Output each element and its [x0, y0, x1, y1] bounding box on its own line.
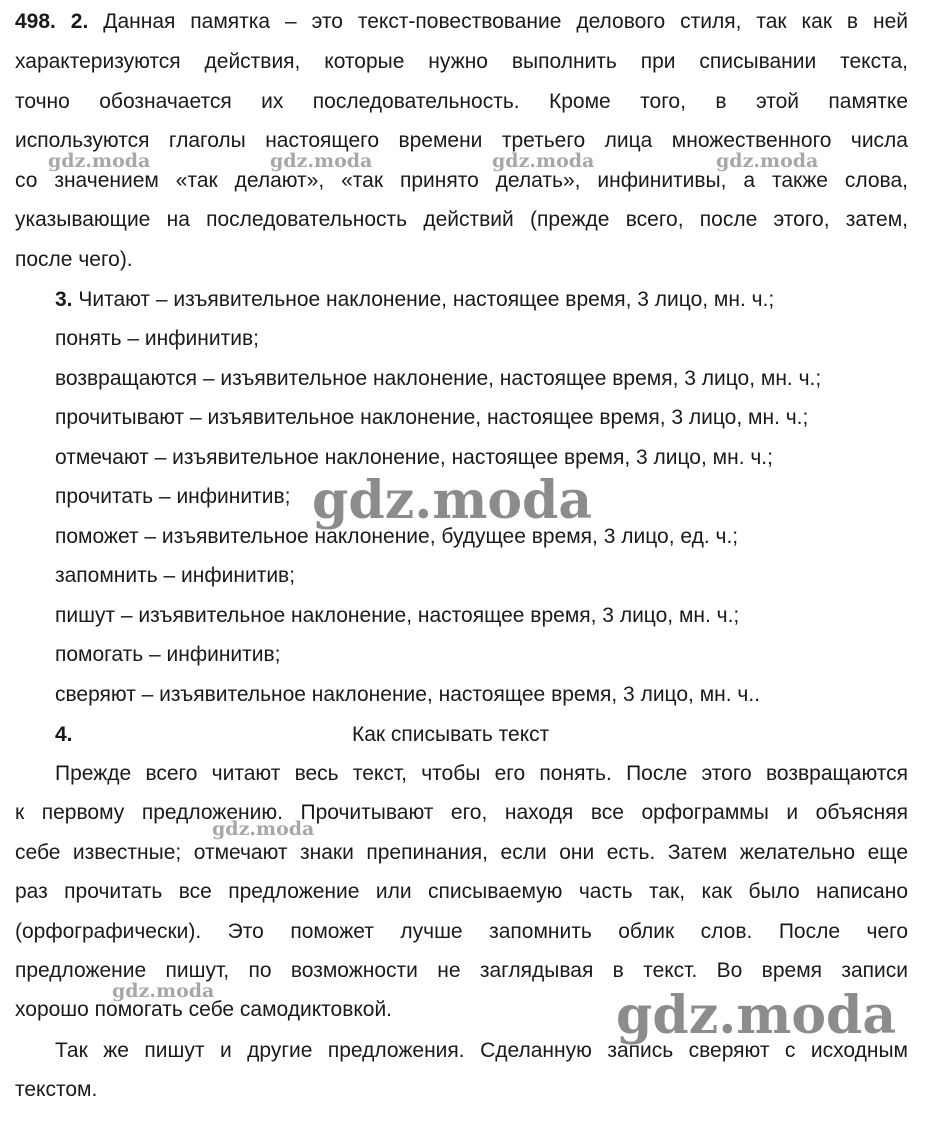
task4-line-6: предложение пишут, по возможности не заглядывая в текст. Во время записи	[15, 959, 908, 982]
task3-item-6: прочитать – инфинитив;	[55, 485, 291, 508]
task3-item-1	[55, 288, 774, 312]
task3-item-1-text: Читают – изъявительное наклонение, настоящее время, 3 лицо, мн. ч.;	[78, 288, 775, 311]
task2-line-1	[15, 10, 908, 34]
watermark-small-5: gdz.moda	[212, 818, 315, 840]
task2-line-2: характеризуются действия, которые нужно выполнить при списывании текста,	[15, 50, 908, 73]
task3-item-11: сверяют – изъявительное наклонение, настоящее время, 3 лицо, мн. ч..	[55, 683, 761, 706]
task3-item-7: поможет – изъявительное наклонение, будущее время, 3 лицо, ед. ч.;	[55, 525, 739, 548]
task2-line-5: со значением «так делают», «так принято делать», инфинитивы, а также слова,	[15, 169, 908, 192]
task3-item-5: отмечают – изъявительное наклонение, настоящее время, 3 лицо, мн. ч.;	[55, 446, 773, 469]
task4-line-2: к первому предложению. Прочитывают его, находя все орфограммы и объясняя	[15, 801, 908, 824]
task3-item-2: понять – инфинитив;	[55, 327, 259, 350]
task3-item-3: возвращаются – изъявительное наклонение, настоящее время, 3 лицо, мн. ч.;	[55, 367, 822, 390]
task2-text-1: Данная памятка – это текст-повествование делового стиля, так как в ней	[103, 10, 908, 33]
task4-line-1: Прежде всего читают весь текст, чтобы его понять. После этого возвращаются	[55, 762, 908, 785]
task2-line-6: указывающие на последовательность действий (прежде всего, после этого, затем,	[15, 208, 908, 231]
task4-number-label: 4.	[55, 723, 73, 746]
watermark-small-3: gdz.moda	[492, 150, 595, 172]
task2-number: 2.	[70, 10, 89, 33]
task3-number: 3.	[55, 288, 73, 311]
task3-item-9: пишут – изъявительное наклонение, настоящее время, 3 лицо, мн. ч.;	[55, 604, 740, 627]
watermark-large-2: gdz.moda	[616, 985, 897, 1046]
task2-line-7: после чего).	[15, 248, 133, 271]
task4-line-5: (орфографически). Это поможет лучше запомнить облик слов. После чего	[15, 920, 908, 943]
task4-number	[55, 723, 73, 747]
watermark-small-4: gdz.moda	[716, 150, 819, 172]
task4-line-9: текстом.	[15, 1078, 98, 1101]
task4-line-7: хорошо помогать себе самодиктовкой.	[15, 998, 393, 1021]
task4-line-3: себе известные; отмечают знаки препинания, если они есть. Затем желательно еще	[15, 841, 908, 864]
task4-line-4: раз прочитать все предложение или списываемую часть так, как было написано	[15, 880, 908, 903]
watermark-large-1: gdz.moda	[312, 470, 593, 531]
watermark-small-6: gdz.moda	[112, 980, 215, 1002]
task3-item-10: помогать – инфинитив;	[55, 643, 281, 666]
task2-line-3: точно обозначается их последовательность. Кроме того, в этой памятке	[15, 90, 908, 113]
task4-line-8: Так же пишут и другие предложения. Сделанную запись сверяют с исходным	[55, 1039, 908, 1062]
task2-line-4: используются глаголы настоящего времени третьего лица множественного числа	[15, 129, 908, 152]
watermark-small-2: gdz.moda	[270, 150, 373, 172]
task4-title: Как списывать текст	[352, 723, 550, 746]
exercise-number: 498.	[15, 10, 56, 33]
watermark-small-1: gdz.moda	[48, 150, 151, 172]
task3-item-4: прочитывают – изъявительное наклонение, настоящее время, 3 лицо, мн. ч.;	[55, 406, 809, 429]
task3-item-8: запомнить – инфинитив;	[55, 564, 296, 587]
